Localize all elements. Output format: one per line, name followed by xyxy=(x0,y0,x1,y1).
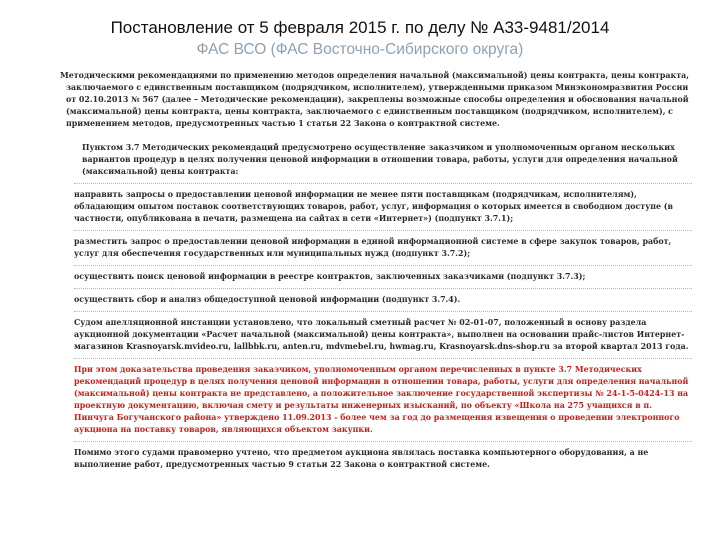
document-body xyxy=(60,70,692,471)
paragraph-subclause-3-7-2: разместить запрос о предоставлении ценовой информации в единой информационной системе в сфере закупок товаров, работ, услуг для обеспечения государственных или муниципальных нужд (подпункт 3.7.2); xyxy=(74,237,672,258)
paragraph-clause-3-7: Пунктом 3.7 Методических рекомендаций предусмотрено осуществление заказчиком и уполномоченным органом нескольких вариантов процедур в целях получения ценовой информации в отношении товара, работы, услуги для определения начальной (максимальной) цены контракта: xyxy=(82,143,678,176)
paragraph-methodology: Методическими рекомендациями по применению методов определения начальной (максимальной) цены контракта, цены контракта, заключаемого с единственным поставщиком (подрядчиком, исполнителем), утвержденными приказом Минэкономразвития России от 02.10.2013 № 567 (далее – Методические рекомендации), закреплены возможные способы определения и обоснования начальной (максимальной) цены контракта, цены контракта, заключаемого с единственным поставщиком (подрядчиком, исполнителем), с применением методов, предусмотренных частью 1 статьи 22 Закона о контрактной системе. xyxy=(60,71,689,128)
paragraph-subclause-3-7-3: осуществить поиск ценовой информации в реестре контрактов, заключенных заказчиками (подпункт 3.7.3); xyxy=(74,272,586,281)
paragraph-highlighted-evidence: При этом доказательства проведения заказчиком, уполномоченным органом перечисленных в пункте 3.7 Методических рекомендаций процедур в целях получения ценовой информации в отношении товара, работы, услуги для определения начальной (максимальной) цены контракта не представлено, а положительное заключение государственной экспертизы № 24-1-5-0424-13 на проектную документацию, включая смету и результаты инженерных изысканий, по объекту «Школа на 275 учащихся в п. Пинчуга Богучанского района» утверждено 11.09.2013 - более чем за год до размещения извещения о проведении электронного аукциона на поставку товаров, являющихся объектом закупки. xyxy=(74,365,689,434)
paragraph-appeal-finding: Судом апелляционной инстанции установлено, что локальный сметный расчет № 02-01-07, положенный в основу раздела аукционной документации «Расчет начальной (максимальной) цены контракта», выполнен на основании прайс-листов Интернет-магазинов Krasnoyarsk.mvideo.ru, lallbbk.ru, anten.ru, mdvmebel.ru, hwmag.ru, Krasnoyarsk.dns-shop.ru за второй квартал 2013 года. xyxy=(74,318,689,351)
paragraph-subclause-3-7-4: осуществить сбор и анализ общедоступной ценовой информации (подпункт 3.7.4). xyxy=(74,295,461,304)
divider xyxy=(74,265,692,266)
court-subtitle: ФАС ВСО (ФАС Восточно-Сибирского округа) xyxy=(196,41,524,58)
paragraph-subclause-3-7-1: направить запросы о предоставлении ценовой информации не менее пяти поставщикам (подрядчикам, исполнителям), обладающим опытом поставок соответствующих товаров, работ, услуг, информация о которых имеется в свободном доступе (в частности, опубликована в печати, размещена на сайтах в сети «Интернет») (подпункт 3.7.1); xyxy=(74,190,674,223)
divider xyxy=(74,288,692,289)
paragraph-conclusion: Помимо этого судами правомерно учтено, что предметом аукциона являлась поставка компьютерного оборудования, а не выполнение работ, предусмотренных частью 9 статьи 22 Закона о контрактной системе. xyxy=(74,448,649,469)
divider xyxy=(74,441,692,442)
divider xyxy=(74,358,692,359)
page-title: Постановление от 5 февраля 2015 г. по делу № А33-9481/2014 xyxy=(110,18,610,37)
divider xyxy=(74,183,692,184)
divider xyxy=(74,230,692,231)
divider xyxy=(74,311,692,312)
